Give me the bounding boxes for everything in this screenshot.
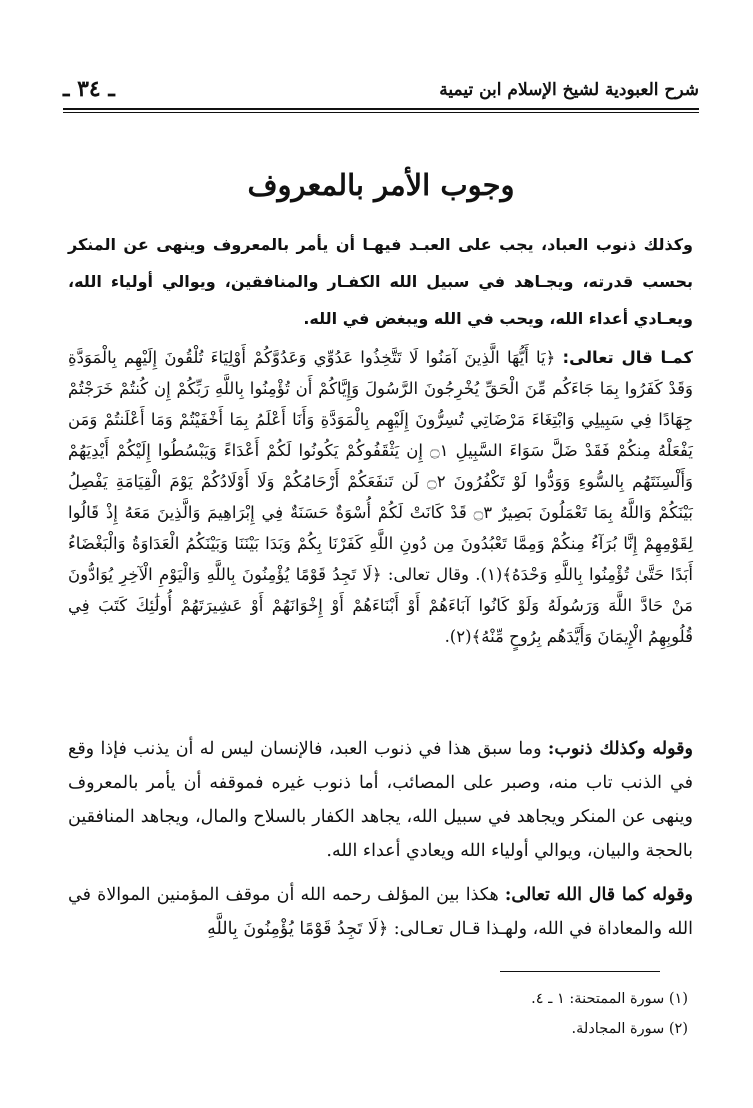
footnote-rule bbox=[500, 971, 660, 972]
footnotes bbox=[68, 984, 688, 1044]
paragraph-quran-citation bbox=[68, 342, 693, 652]
section-title: وجوب الأمر بالمعروف bbox=[247, 168, 515, 202]
paragraph-1: وكذلك ذنوب العباد، يجب على العبـد فيهـا أن يأمر بالمعروف وينهى عن المنكر بحسب قدرته، ويجـاهد في سبيل الله الكفـار والمنافقين، ويوالي أولياء الله، ويعـادي أعداء الله، ويحب في الله ويبغض في الله. bbox=[68, 235, 693, 328]
header-rule bbox=[63, 108, 699, 110]
running-header bbox=[63, 76, 699, 108]
footnote-2: (٢) سورة المجادلة. bbox=[571, 1021, 688, 1037]
commentary-1-text: وما سبق هذا في ذنوب العبد، فالإنسان ليس له أن يذنب فإذا وقع في الذنب تاب منه، وصبر على المصائب، أما ذنوب غيره فموقفه أن يأمر بالمعروف وينهى عن المنكر ويجاهد في سبيل الله، يجاهد الكفار بالسلاح والمال، ويجاهد المنافقين بالحجة والبيان، ويوالي أولياء الله ويعادي أعداء الله. bbox=[68, 739, 693, 861]
running-title: شرح العبودية لشيخ الإسلام ابن تيمية bbox=[439, 80, 699, 100]
commentary-2-text: هكذا بين المؤلف رحمه الله أن موقف المؤمنين الموالاة في الله والمعاداة في الله، ولهـذا قـال تعـالى: ﴿لَا تَجِدُ قَوْمًا يُؤْمِنُونَ بِاللَّهِ bbox=[68, 885, 693, 939]
quran-verses: ﴿يَا أَيُّهَا الَّذِينَ آمَنُوا لَا تَتَّخِذُوا عَدُوِّي وَعَدُوَّكُمْ أَوْلِيَاءَ تُلْقُونَ إِلَيْهِم بِالْمَوَدَّةِ وَقَدْ كَفَرُوا بِمَا جَاءَكُم مِّنَ الْحَقِّ يُخْرِجُونَ الرَّسُولَ وَإِيَّاكُمْ أَن تُؤْمِنُوا بِاللَّهِ رَبِّكُمْ إِن كُنتُمْ خَرَجْتُمْ جِهَادًا فِي سَبِيلِي وَابْتِغَاءَ مَرْضَاتِي تُسِرُّونَ إِلَيْهِم بِالْمَوَدَّةِ وَأَنَا أَعْلَمُ بِمَا أَخْفَيْتُمْ وَمَا أَعْلَنتُمْ وَمَن يَفْعَلْهُ مِنكُمْ فَقَدْ ضَلَّ سَوَاءَ السَّبِيلِ ۝١ إِن يَثْقَفُوكُمْ يَكُونُوا لَكُمْ أَعْدَاءً وَيَبْسُطُوا إِلَيْكُمْ أَيْدِيَهُمْ وَأَلْسِنَتَهُم بِالسُّوءِ وَوَدُّوا لَوْ تَكْفُرُونَ ۝٢ لَن تَنفَعَكُمْ أَرْحَامُكُمْ وَلَا أَوْلَادُكُمْ يَوْمَ الْقِيَامَةِ يَفْصِلُ بَيْنَكُمْ وَاللَّهُ بِمَا تَعْمَلُونَ بَصِيرٌ ۝٣ قَدْ كَانَتْ لَكُمْ أُسْوَةٌ حَسَنَةٌ فِي إِبْرَاهِيمَ وَالَّذِينَ مَعَهُ إِذْ قَالُوا لِقَوْمِهِمْ إِنَّا بُرَآءُ مِنكُمْ وَمِمَّا تَعْبُدُونَ مِن دُونِ اللَّهِ كَفَرْنَا بِكُمْ وَبَدَا بَيْنَنَا وَبَيْنَكُمُ الْعَدَاوَةُ وَالْبَغْضَاءُ أَبَدًا حَتَّىٰ تُؤْمِنُوا بِاللَّهِ وَحْدَهُ﴾(١). وقال تعالى: ﴿لَا تَجِدُ قَوْمًا يُؤْمِنُونَ بِاللَّهِ وَالْيَوْمِ الْآخِرِ يُوَادُّونَ مَنْ حَادَّ اللَّهَ وَرَسُولَهُ وَلَوْ كَانُوا آبَاءَهُمْ أَوْ أَبْنَاءَهُمْ أَوْ إِخْوَانَهُمْ أَوْ عَشِيرَتَهُمْ أُولَٰئِكَ كَتَبَ فِي قُلُوبِهِمُ الْإِيمَانَ وَأَيَّدَهُم بِرُوحٍ مِّنْهُ﴾(٢). bbox=[68, 348, 693, 646]
paragraph-commentary-1 bbox=[68, 732, 693, 868]
commentary-1-lead: وقوله وكذلك ذنوب: bbox=[547, 739, 693, 759]
page-number: ـ ٣٤ ـ bbox=[63, 76, 115, 102]
footnote-1: (١) سورة الممتحنة: ١ ـ ٤. bbox=[531, 991, 688, 1007]
paragraph-commentary-2 bbox=[68, 878, 693, 946]
commentary-2-lead: وقوله كما قال الله تعالى: bbox=[504, 885, 693, 905]
quran-citation-lead: كمـا قال تعالى: bbox=[562, 348, 693, 367]
header-rule-thin bbox=[63, 112, 699, 113]
